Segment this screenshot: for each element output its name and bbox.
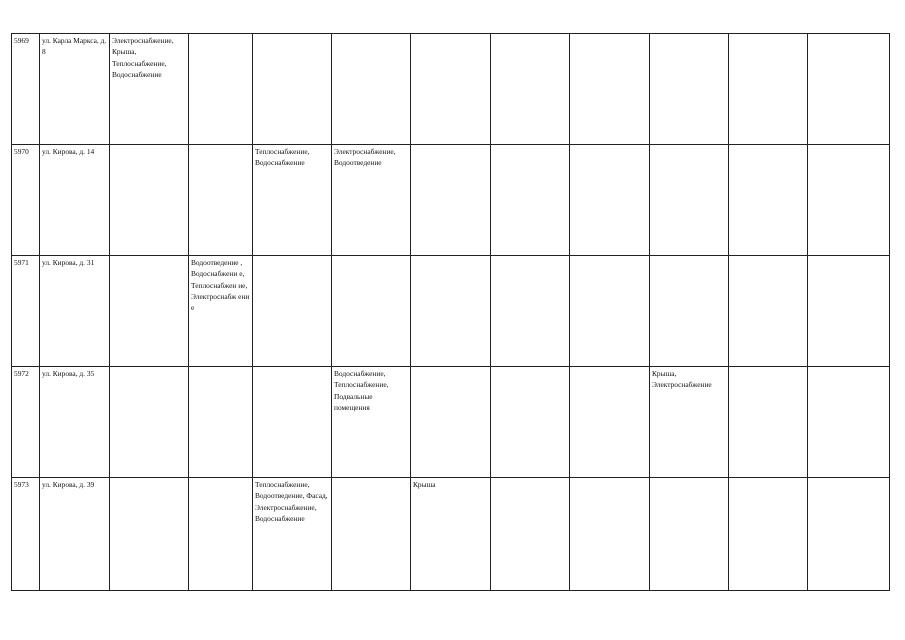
table-row xyxy=(12,256,890,367)
works-cell: Водоотведение , Водоснабжени е, Теплоснабжен ие, Электроснабж ени е xyxy=(189,256,253,367)
works-cell xyxy=(110,478,189,591)
works-cell: Теплоснабжение, Водоснабжение xyxy=(253,145,332,256)
row-number: 5970 xyxy=(12,145,40,256)
row-number: 5972 xyxy=(12,367,40,478)
works-cell xyxy=(650,34,729,145)
address-cell: ул. Кирова, д. 39 xyxy=(40,478,110,591)
works-cell: Крыша, Электроснабжение xyxy=(650,367,729,478)
works-cell xyxy=(491,478,570,591)
works-cell xyxy=(570,478,650,591)
works-cell xyxy=(729,34,808,145)
works-cell xyxy=(189,478,253,591)
works-cell xyxy=(570,256,650,367)
works-cell xyxy=(411,145,491,256)
works-cell: Электроснабжение, Крыша, Теплоснабжение, Водоснабжение xyxy=(110,34,189,145)
works-cell xyxy=(729,478,808,591)
works-cell xyxy=(570,145,650,256)
works-cell xyxy=(808,145,890,256)
works-cell xyxy=(650,256,729,367)
works-cell xyxy=(253,34,332,145)
works-cell xyxy=(650,145,729,256)
works-cell: Крыша xyxy=(411,478,491,591)
works-cell xyxy=(808,256,890,367)
row-number: 5969 xyxy=(12,34,40,145)
works-cell xyxy=(808,367,890,478)
works-cell xyxy=(189,145,253,256)
works-cell xyxy=(491,256,570,367)
works-cell xyxy=(332,34,411,145)
works-cell xyxy=(332,256,411,367)
works-cell xyxy=(729,367,808,478)
works-cell xyxy=(491,367,570,478)
row-number: 5973 xyxy=(12,478,40,591)
works-cell xyxy=(189,367,253,478)
works-cell xyxy=(411,34,491,145)
works-cell: Теплоснабжение, Водоотведение, Фасад, Электроснабжение, Водоснабжение xyxy=(253,478,332,591)
address-cell: ул. Кирова, д. 14 xyxy=(40,145,110,256)
row-number: 5971 xyxy=(12,256,40,367)
works-cell xyxy=(411,367,491,478)
repair-schedule-table xyxy=(11,33,890,591)
works-cell xyxy=(808,34,890,145)
works-cell xyxy=(189,34,253,145)
works-cell xyxy=(110,145,189,256)
works-cell xyxy=(729,145,808,256)
works-cell xyxy=(808,478,890,591)
works-cell xyxy=(650,478,729,591)
table-row xyxy=(12,367,890,478)
works-cell xyxy=(570,367,650,478)
works-cell xyxy=(110,256,189,367)
works-cell xyxy=(491,145,570,256)
works-cell xyxy=(570,34,650,145)
works-cell xyxy=(411,256,491,367)
works-cell xyxy=(253,256,332,367)
works-cell: Электроснабжение, Водоотведение xyxy=(332,145,411,256)
works-cell xyxy=(332,478,411,591)
address-cell: ул. Кирова, д. 35 xyxy=(40,367,110,478)
works-cell xyxy=(253,367,332,478)
works-cell xyxy=(110,367,189,478)
address-cell: ул. Карла Маркса, д. 8 xyxy=(40,34,110,145)
works-cell: Водоснабжение, Теплоснабжение, Подвальные помещения xyxy=(332,367,411,478)
address-cell: ул. Кирова, д. 31 xyxy=(40,256,110,367)
works-cell xyxy=(729,256,808,367)
works-cell xyxy=(491,34,570,145)
table-row xyxy=(12,145,890,256)
table-row xyxy=(12,478,890,591)
table-row xyxy=(12,34,890,145)
